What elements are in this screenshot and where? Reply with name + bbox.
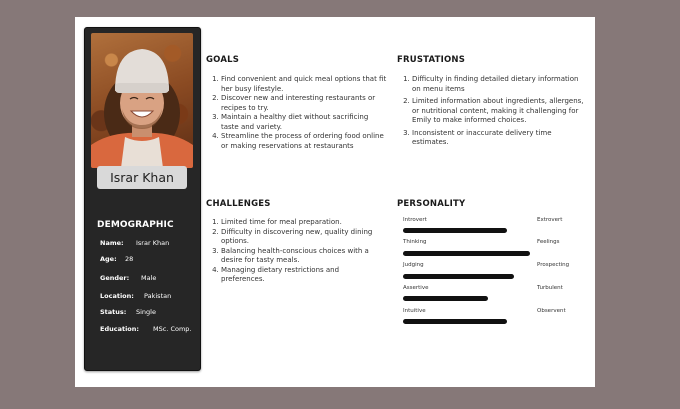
demographic-key: Gender: — [100, 274, 130, 282]
demographic-row-location — [100, 292, 172, 300]
frustrations-list — [398, 75, 584, 151]
demographic-row-name — [100, 239, 170, 247]
trait-right-label: Observent — [537, 308, 566, 314]
trait-left-label: Intuitive — [403, 308, 426, 314]
trait-left-label: Judging — [403, 262, 424, 268]
persona-page — [75, 17, 595, 387]
frustration-item: 1. Difficulty in finding detailed dietary information on menu items — [412, 75, 584, 94]
demographic-key: Location: — [100, 292, 134, 300]
challenge-item: 4. Managing dietary restrictions and preferences. — [221, 266, 383, 285]
persona-name-badge: Israr Khan — [97, 166, 187, 189]
person-illustration-icon — [91, 33, 193, 168]
trait-bar — [403, 296, 488, 301]
demographic-key: Education: — [100, 325, 139, 333]
goals-list — [207, 75, 387, 151]
profile-photo — [91, 33, 193, 168]
challenges-heading: CHALLENGES — [206, 199, 271, 209]
trait-left-label: Thinking — [403, 239, 427, 245]
frustration-item: 2. Limited information about ingredients, allergens, or nutritional content, making it challenging for Emily to make informed choices. — [412, 97, 584, 126]
demographic-row-status — [100, 308, 156, 316]
trait-bar — [403, 274, 514, 279]
challenges-list — [207, 218, 383, 285]
goals-heading: GOALS — [206, 55, 240, 65]
demographic-value: Pakistan — [144, 292, 172, 300]
demographic-value: MSc. Comp. — [153, 325, 192, 333]
trait-bar — [403, 319, 507, 324]
demographic-value: Israr Khan — [136, 239, 170, 247]
goal-item: 1. Find convenient and quick meal options that fit her busy lifestyle. — [221, 75, 387, 94]
goal-item: 4. Streamline the process of ordering food online or making reservations at restaurants — [221, 132, 387, 151]
demographic-value: Single — [136, 308, 156, 316]
demographic-key: Age: — [100, 255, 117, 263]
trait-bar — [403, 251, 530, 256]
challenge-item: 2. Difficulty in discovering new, quality dining options. — [221, 228, 383, 247]
trait-bar — [403, 228, 507, 233]
demographic-row-gender — [100, 274, 157, 282]
demographic-heading: DEMOGRAPHIC — [97, 220, 174, 230]
demographic-value: 28 — [125, 255, 134, 263]
trait-right-label: Prospecting — [537, 262, 570, 268]
goal-item: 2. Discover new and interesting restaurants or recipes to try. — [221, 94, 387, 113]
trait-right-label: Extrovert — [537, 217, 563, 223]
personality-heading: PERSONALITY — [397, 199, 466, 209]
challenge-item: 3. Balancing health-conscious choices with a desire for tasty meals. — [221, 247, 383, 266]
frustration-item: 3. Inconsistent or inaccurate delivery time estimates. — [412, 129, 584, 148]
demographic-key: Name: — [100, 239, 124, 247]
demographic-value: Male — [141, 274, 157, 282]
trait-left-label: Assertive — [403, 285, 429, 291]
trait-left-label: Introvert — [403, 217, 427, 223]
profile-card — [84, 27, 201, 371]
demographic-key: Status: — [100, 308, 127, 316]
demographic-row-age — [100, 255, 134, 263]
goal-item: 3. Maintain a healthy diet without sacrificing taste and variety. — [221, 113, 387, 132]
challenge-item: 1. Limited time for meal preparation. — [221, 218, 383, 228]
frustrations-heading: FRUSTATIONS — [397, 55, 466, 65]
trait-right-label: Feelings — [537, 239, 560, 245]
trait-right-label: Turbulent — [537, 285, 563, 291]
demographic-row-education — [100, 325, 192, 333]
